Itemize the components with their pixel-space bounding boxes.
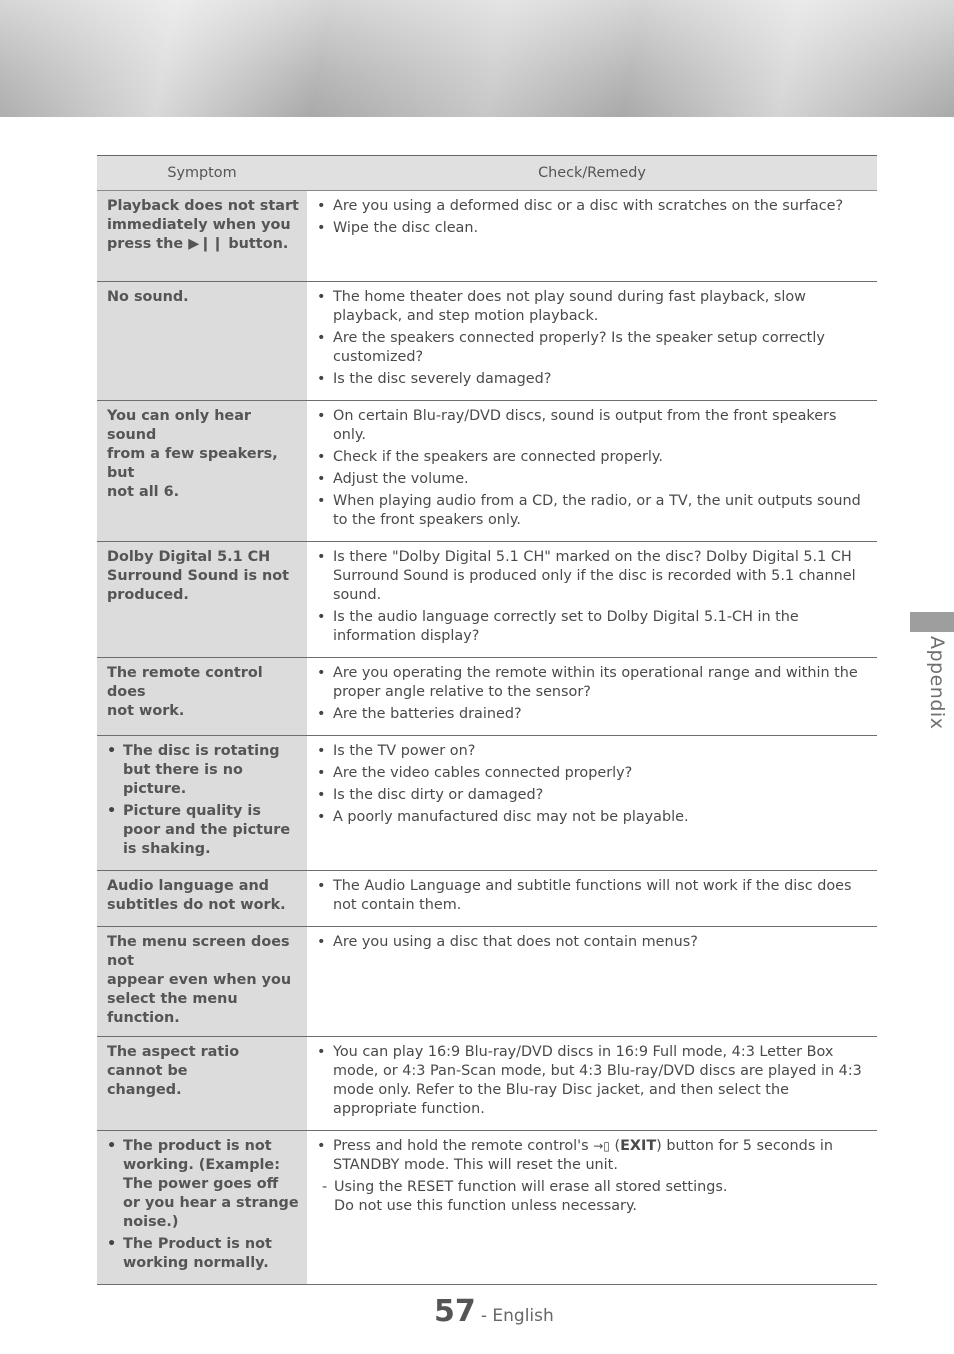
remedy-list (317, 288, 869, 389)
symptom-cell (97, 191, 307, 282)
remedy-list (317, 407, 869, 530)
table-row (97, 1131, 877, 1285)
remedy-list (317, 933, 869, 952)
symptom-line: No sound. (107, 289, 189, 305)
list-item: • The home theater does not play sound during fast playback, slow playback, and step motion playback. (317, 288, 869, 326)
list-item: • Are you using a disc that does not contain menus? (317, 933, 869, 952)
symptom-cell (97, 927, 307, 1037)
table-row (97, 1037, 877, 1131)
table-row (97, 401, 877, 542)
reset-paren: ( (614, 1138, 621, 1154)
symptom-line: Playback does not start (107, 198, 299, 214)
section-label-appendix: Appendix (926, 636, 948, 730)
list-item: • Is there "Dolby Digital 5.1 CH" marked on the disc? Dolby Digital 5.1 CH Surround Sound is produced only if the disc is recorded with 5.1 channel sound. (317, 548, 869, 605)
remedy-cell (307, 191, 877, 282)
list-item: • The product is not working. (Example: The power goes off or you hear a strange noise.) (107, 1137, 299, 1232)
symptom-cell (97, 736, 307, 871)
page-number: 57 (434, 1294, 476, 1329)
reset-note-line: - Using the RESET function will erase all stored settings. (334, 1179, 728, 1195)
exit-button-label: EXIT (620, 1138, 657, 1154)
symptom-line: You can only hear sound (107, 408, 252, 443)
list-item: • Picture quality is poor and the picture is shaking. (107, 802, 299, 859)
header-symptom: Symptom (97, 156, 307, 191)
remedy-cell (307, 401, 877, 542)
list-item: • The disc is rotating but there is no picture. (107, 742, 299, 799)
remedy-list (317, 877, 869, 915)
symptom-cell (97, 658, 307, 736)
table-row (97, 871, 877, 927)
list-item: • Are the video cables connected properly? (317, 764, 869, 783)
remedy-cell (307, 542, 877, 658)
list-item: • Is the disc severely damaged? (317, 370, 869, 389)
table-row (97, 191, 877, 282)
symptom-line: appear even when you (107, 972, 292, 988)
list-item: • When playing audio from a CD, the radio, or a TV, the unit outputs sound to the front speakers only. (317, 492, 869, 530)
list-item: • Are you using a deformed disc or a disc with scratches on the surface? (317, 197, 869, 216)
reset-text-after: ) button for 5 seconds in STANDBY mode. This will reset the unit. (333, 1138, 834, 1173)
remedy-cell (307, 1037, 877, 1131)
remedy-list (317, 1137, 869, 1175)
list-item: • The Product is not working normally. (107, 1235, 299, 1273)
list-item: • Wipe the disc clean. (317, 219, 869, 238)
remedy-list (317, 548, 869, 646)
section-tab-marker (910, 612, 954, 632)
symptom-line: The remote control does (107, 665, 263, 700)
list-item: • You can play 16:9 Blu-ray/DVD discs in 16:9 Full mode, 4:3 Letter Box mode, or 4:3 Pan-Scan mode, but 4:3 Blu-ray/DVD discs are played in 4:3 mode only. Refer to the Blu-ray Disc jacket, and then select the appropriate function. (317, 1043, 869, 1119)
remedy-cell (307, 736, 877, 871)
list-item: • The Audio Language and subtitle functions will not work if the disc does not contain them. (317, 877, 869, 915)
symptom-cell (97, 1131, 307, 1285)
header-banner (0, 0, 954, 117)
table-row (97, 282, 877, 401)
symptom-line: not all 6. (107, 484, 180, 500)
symptom-line: Surround Sound is not (107, 568, 290, 584)
table-row (97, 736, 877, 871)
symptom-cell (97, 542, 307, 658)
list-item: • Are you operating the remote within its operational range and within the proper angle relative to the sensor? (317, 664, 869, 702)
symptom-line: not work. (107, 703, 185, 719)
remedy-cell (307, 658, 877, 736)
list-item: • Adjust the volume. (317, 470, 869, 489)
table-row (97, 658, 877, 736)
symptom-line: from a few speakers, but (107, 446, 278, 481)
list-item: • Are the speakers connected properly? Is the speaker setup correctly customized? (317, 329, 869, 367)
list-item: • On certain Blu-ray/DVD discs, sound is output from the front speakers only. (317, 407, 869, 445)
list-item (317, 1137, 869, 1175)
symptom-cell (97, 871, 307, 927)
remedy-cell (307, 871, 877, 927)
symptom-list (107, 742, 299, 859)
remedy-list (317, 1043, 869, 1119)
symptom-line: Audio language and (107, 878, 269, 894)
symptom-line: produced. (107, 587, 189, 603)
header-check-remedy: Check/Remedy (307, 156, 877, 191)
remedy-cell (307, 282, 877, 401)
symptom-line: changed. (107, 1082, 182, 1098)
exit-icon: →▯ (593, 1139, 610, 1153)
reset-note-line: Do not use this function unless necessary. (334, 1198, 638, 1214)
page-language: - English (480, 1306, 554, 1326)
symptom-cell (97, 1037, 307, 1131)
list-item: • Is the audio language correctly set to Dolby Digital 5.1-CH in the information display? (317, 608, 869, 646)
list-item: • Is the TV power on? (317, 742, 869, 761)
remedy-list (317, 197, 869, 238)
remedy-list (317, 664, 869, 724)
list-item: • Is the disc dirty or damaged? (317, 786, 869, 805)
table-header-row (97, 156, 877, 191)
symptom-cell (97, 401, 307, 542)
list-item: • A poorly manufactured disc may not be playable. (317, 808, 869, 827)
reset-text-before: Press and hold the remote control's (333, 1138, 589, 1154)
symptom-line: The aspect ratio cannot be (107, 1044, 240, 1079)
list-item: • Are the batteries drained? (317, 705, 869, 724)
symptom-line: subtitles do not work. (107, 897, 286, 913)
table-row (97, 542, 877, 658)
symptom-line: press the ▶❙❙ button. (107, 236, 289, 252)
remedy-cell (307, 927, 877, 1037)
symptom-line: Dolby Digital 5.1 CH (107, 549, 271, 565)
reset-note (318, 1178, 869, 1216)
troubleshooting-table (97, 155, 877, 1285)
symptom-line: immediately when you (107, 217, 291, 233)
remedy-cell (307, 1131, 877, 1285)
list-item: • Check if the speakers are connected properly. (317, 448, 869, 467)
remedy-list (317, 742, 869, 827)
page-footer (434, 1294, 634, 1334)
symptom-line: The menu screen does not (107, 934, 290, 969)
table-row (97, 927, 877, 1037)
symptom-list (107, 1137, 299, 1273)
symptom-line: select the menu function. (107, 991, 238, 1026)
symptom-cell (97, 282, 307, 401)
